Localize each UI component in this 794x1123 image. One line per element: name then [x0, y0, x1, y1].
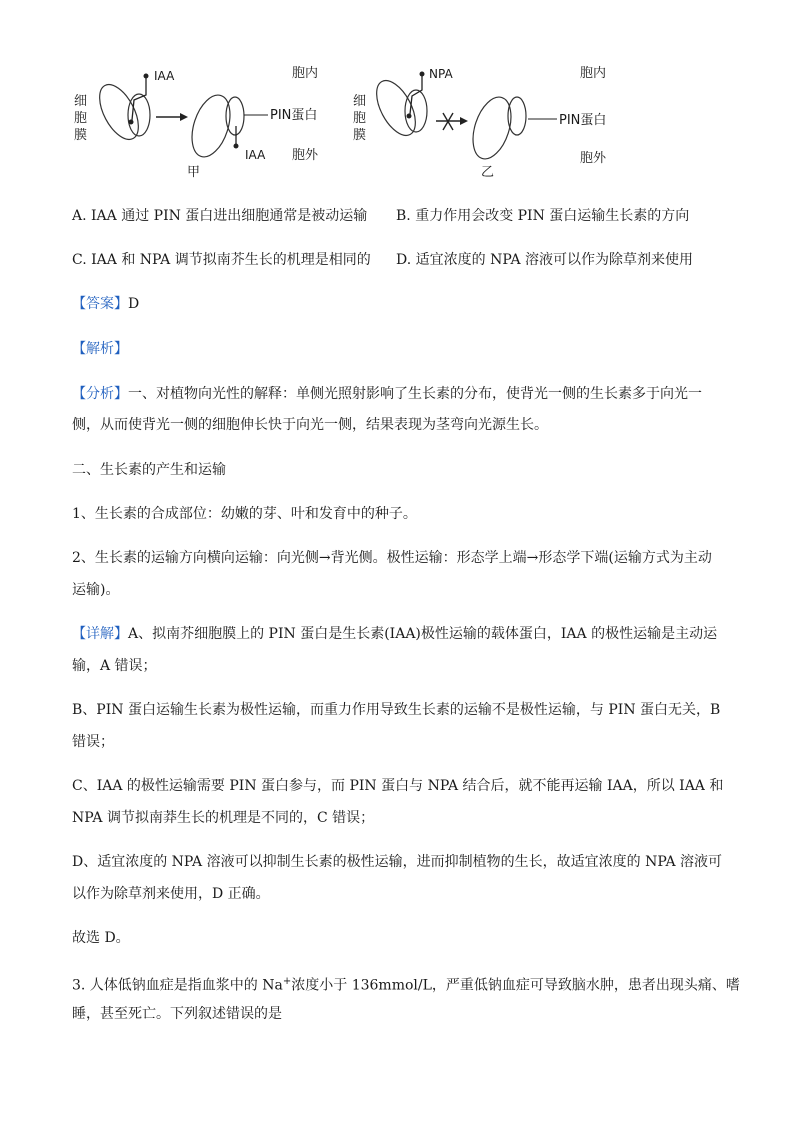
- iaa-molecule-dot: [129, 120, 134, 125]
- iaa-entry-path: [132, 76, 146, 120]
- pin-protein-label: PIN蛋白: [270, 108, 318, 123]
- detail-a-line-2: 输，A 错误；: [72, 658, 157, 674]
- blocked-arrow-head: [460, 117, 468, 125]
- npa-molecule-dot: [407, 114, 412, 119]
- membrane-char-1: 细: [74, 94, 88, 109]
- npa-top-label: NPA: [429, 67, 453, 81]
- diagram-panel-yi: [353, 65, 607, 180]
- analysis-tag: 【解析】: [72, 341, 128, 357]
- outside-label: 胞外: [580, 151, 607, 166]
- detail-text: A、拟南芥细胞膜上的 PIN 蛋白是生长素(IAA)极性运输的载体蛋白，IAA 的极性运输是主动运: [128, 626, 718, 642]
- detail-d-line-1: D、适宜浓度的 NPA 溶液可以抑制生长素的极性运输，进而抑制植物的生长，故适宜浓度的 NPA 溶液可: [72, 854, 723, 870]
- npa-binding-path: [410, 74, 422, 114]
- analysis-line-4: 1、生长素的合成部位：幼嫩的芽、叶和发育中的种子。: [72, 506, 417, 522]
- iaa-molecule-dot: [144, 74, 149, 79]
- membrane-char-3: 膜: [353, 128, 367, 143]
- membrane-char-3: 膜: [74, 128, 88, 143]
- option-c: C. IAA 和 NPA 调节拟南芥生长的机理是相同的: [72, 252, 371, 268]
- detail-c-line-1: C、IAA 的极性运输需要 PIN 蛋白参与，而 PIN 蛋白与 NPA 结合后，就不能再运输 IAA，所以 IAA 和: [72, 778, 724, 794]
- inside-label: 胞内: [292, 66, 319, 81]
- pin-protein-label: PIN蛋白: [559, 113, 607, 128]
- option-d: D. 适宜浓度的 NPA 溶液可以作为除草剂来使用: [396, 252, 694, 268]
- option-a: A. IAA 通过 PIN 蛋白进出细胞通常是被动运输: [72, 208, 368, 224]
- detail-c-line-2: NPA 调节拟南莽生长的机理是不同的，C 错误；: [72, 810, 375, 826]
- membrane-char-2: 胞: [353, 111, 367, 126]
- detail-tag: 【详解】: [72, 626, 128, 642]
- superscript-plus: +: [282, 976, 292, 987]
- analysis-heading: [72, 339, 128, 359]
- analysis-line-2: 侧，从而使背光一侧的细胞伸长快于向光一侧，结果表现为茎弯向光源生长。: [72, 417, 548, 433]
- question-text: 3. 人体低钠血症是指血浆中的 Na: [72, 977, 283, 994]
- pin-protein-diagram: [0, 0, 794, 190]
- membrane-protein-small: [128, 94, 150, 136]
- npa-molecule-dot: [420, 72, 425, 77]
- analysis-line-6: 运输)。: [72, 582, 120, 598]
- fenxi-tag: 【分析】: [72, 386, 128, 402]
- option-b: B. 重力作用会改变 PIN 蛋白运输生长素的方向: [396, 208, 690, 224]
- detail-b-line-2: 错误；: [72, 734, 114, 750]
- conclusion-line: 故选 D。: [72, 930, 130, 946]
- diagram-panel-jia: [74, 65, 319, 180]
- membrane-protein-small-2: [226, 97, 244, 135]
- answer-value: D: [128, 296, 140, 312]
- membrane-char-2: 胞: [74, 111, 88, 126]
- caption-jia: 甲: [187, 165, 201, 180]
- caption-yi: 乙: [481, 165, 495, 180]
- iaa-bottom-label: IAA: [245, 148, 266, 162]
- question-3-line-1: [72, 972, 740, 996]
- inside-label: 胞内: [580, 66, 607, 81]
- outside-label: 胞外: [292, 148, 319, 163]
- analysis-line-3: 二、生长素的产生和运输: [72, 462, 226, 478]
- analysis-line-1: [72, 384, 702, 404]
- question-3-line-2: 睡，甚至死亡。下列叙述错误的是: [72, 1006, 282, 1022]
- membrane-char-1: 细: [353, 94, 367, 109]
- iaa-top-label: IAA: [154, 69, 175, 83]
- answer-tag: 【答案】: [72, 296, 128, 312]
- transition-arrow-head: [180, 113, 188, 121]
- answer-line: [72, 294, 139, 314]
- analysis-text: 一、对植物向光性的解释：单侧光照射影响了生长素的分布，使背光一侧的生长素多于向光一: [128, 386, 702, 402]
- detail-a-line-1: [72, 624, 717, 644]
- iaa-molecule-dot: [234, 144, 239, 149]
- membrane-protein-small: [405, 90, 427, 132]
- question-text: 浓度小于 136mmol/L，严重低钠血症可导致脑水肿，患者出现头痛、嗜: [291, 977, 740, 994]
- detail-b-line-1: B、PIN 蛋白运输生长素为极性运输，而重力作用导致生长素的运输不是极性运输，与 PIN 蛋白无关，B: [72, 702, 721, 718]
- detail-d-line-2: 以作为除草剂来使用，D 正确。: [72, 886, 270, 902]
- analysis-line-5: 2、生长素的运输方向横向运输：向光侧→背光侧。极性运输：形态学上端→形态学下端(运输方式为主动: [72, 550, 712, 566]
